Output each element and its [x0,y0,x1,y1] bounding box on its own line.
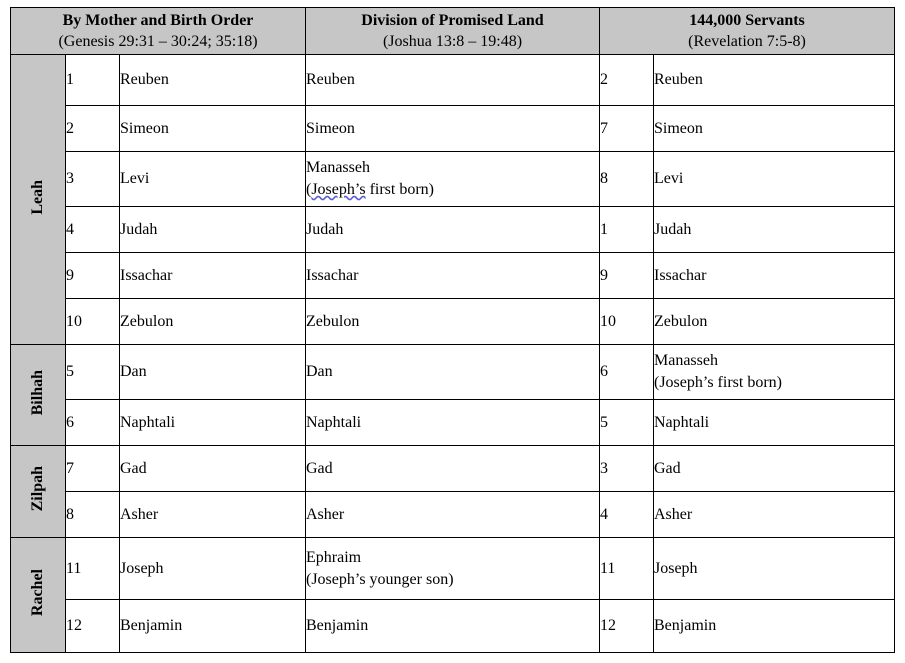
land-name: Gad [306,446,600,492]
servants-name: Issachar [654,253,895,299]
servants-name: Naphtali [654,400,895,446]
birth-number: 1 [66,55,120,106]
son-name: Levi [120,152,306,207]
land-name: Dan [306,345,600,400]
table-row [11,152,895,207]
header-title: 144,000 Servants [689,12,805,29]
header-subtitle: (Joshua 13:8 – 19:48) [382,33,523,50]
birth-number: 9 [66,253,120,299]
land-cell [306,152,600,207]
land-name: Judah [306,207,600,253]
mother-label: Bilhah [29,369,46,416]
son-name: Issachar [120,253,306,299]
servants-name: Benjamin [654,600,895,653]
land-note-text: (Joseph’s first born) [306,181,434,198]
mother-cell-rachel [11,538,66,653]
servants-number: 6 [600,345,654,400]
servants-number: 12 [600,600,654,653]
servants-number: 4 [600,492,654,538]
land-name: Benjamin [306,600,600,653]
son-name: Gad [120,446,306,492]
servants-name: Gad [654,446,895,492]
birth-number: 10 [66,299,120,345]
son-name: Judah [120,207,306,253]
birth-number: 5 [66,345,120,400]
table-row [11,207,895,253]
servants-number: 8 [600,152,654,207]
servants-number: 7 [600,106,654,152]
header-promised-land [306,8,600,55]
land-name: Reuben [306,55,600,106]
son-name: Joseph [120,538,306,600]
header-subtitle: (Genesis 29:31 – 30:24; 35:18) [58,33,258,50]
servants-number: 9 [600,253,654,299]
servants-number: 5 [600,400,654,446]
servants-name: Joseph [654,538,895,600]
servants-name: Levi [654,152,895,207]
servants-name: Manasseh [654,352,718,369]
land-cell [306,538,600,600]
table-row [11,446,895,492]
birth-number: 4 [66,207,120,253]
header-subtitle: (Revelation 7:5-8) [688,33,806,50]
servants-name: Judah [654,207,895,253]
land-name: Ephraim [306,548,362,566]
spellcheck-word: Joseph’s [311,181,366,198]
table-row [11,55,895,106]
servants-number: 2 [600,55,654,106]
header-birth-order [11,8,306,55]
servants-name: Simeon [654,106,895,152]
son-name: Dan [120,345,306,400]
table-row [11,253,895,299]
servants-cell [654,345,895,400]
birth-number: 11 [66,538,120,600]
mother-label: Zilpah [29,466,46,512]
land-name: Issachar [306,253,600,299]
son-name: Simeon [120,106,306,152]
servants-name: Asher [654,492,895,538]
land-name: Asher [306,492,600,538]
son-name: Asher [120,492,306,538]
land-name: Simeon [306,106,600,152]
land-note: (Joseph’s younger son) [306,570,454,588]
birth-number: 3 [66,152,120,207]
son-name: Benjamin [120,600,306,653]
servants-name: Reuben [654,55,895,106]
mother-cell-leah [11,55,66,345]
table-row [11,538,895,600]
servants-number: 3 [600,446,654,492]
table-row [11,106,895,152]
birth-number: 6 [66,400,120,446]
birth-number: 12 [66,600,120,653]
header-title: By Mother and Birth Order [62,12,254,29]
tribes-comparison-table [10,7,895,653]
mother-cell-zilpah [11,446,66,538]
son-name: Reuben [120,55,306,106]
son-name: Naphtali [120,400,306,446]
land-name: Manasseh [306,159,370,176]
servants-number: 11 [600,538,654,600]
birth-number: 2 [66,106,120,152]
table-row [11,492,895,538]
table-row [11,400,895,446]
mother-label: Rachel [29,568,46,617]
header-servants [600,8,895,55]
servants-name: Zebulon [654,299,895,345]
servants-number: 1 [600,207,654,253]
servants-number: 10 [600,299,654,345]
table-row [11,299,895,345]
son-name: Zebulon [120,299,306,345]
land-name: Zebulon [306,299,600,345]
land-name: Naphtali [306,400,600,446]
table-row [11,600,895,653]
header-title: Division of Promised Land [361,12,544,29]
land-note [306,179,599,201]
mother-cell-bilhah [11,345,66,446]
birth-number: 7 [66,446,120,492]
mother-label: Leah [29,179,46,215]
table-row [11,345,895,400]
birth-number: 8 [66,492,120,538]
servants-note: (Joseph’s first born) [654,374,782,391]
header-row [11,8,895,55]
